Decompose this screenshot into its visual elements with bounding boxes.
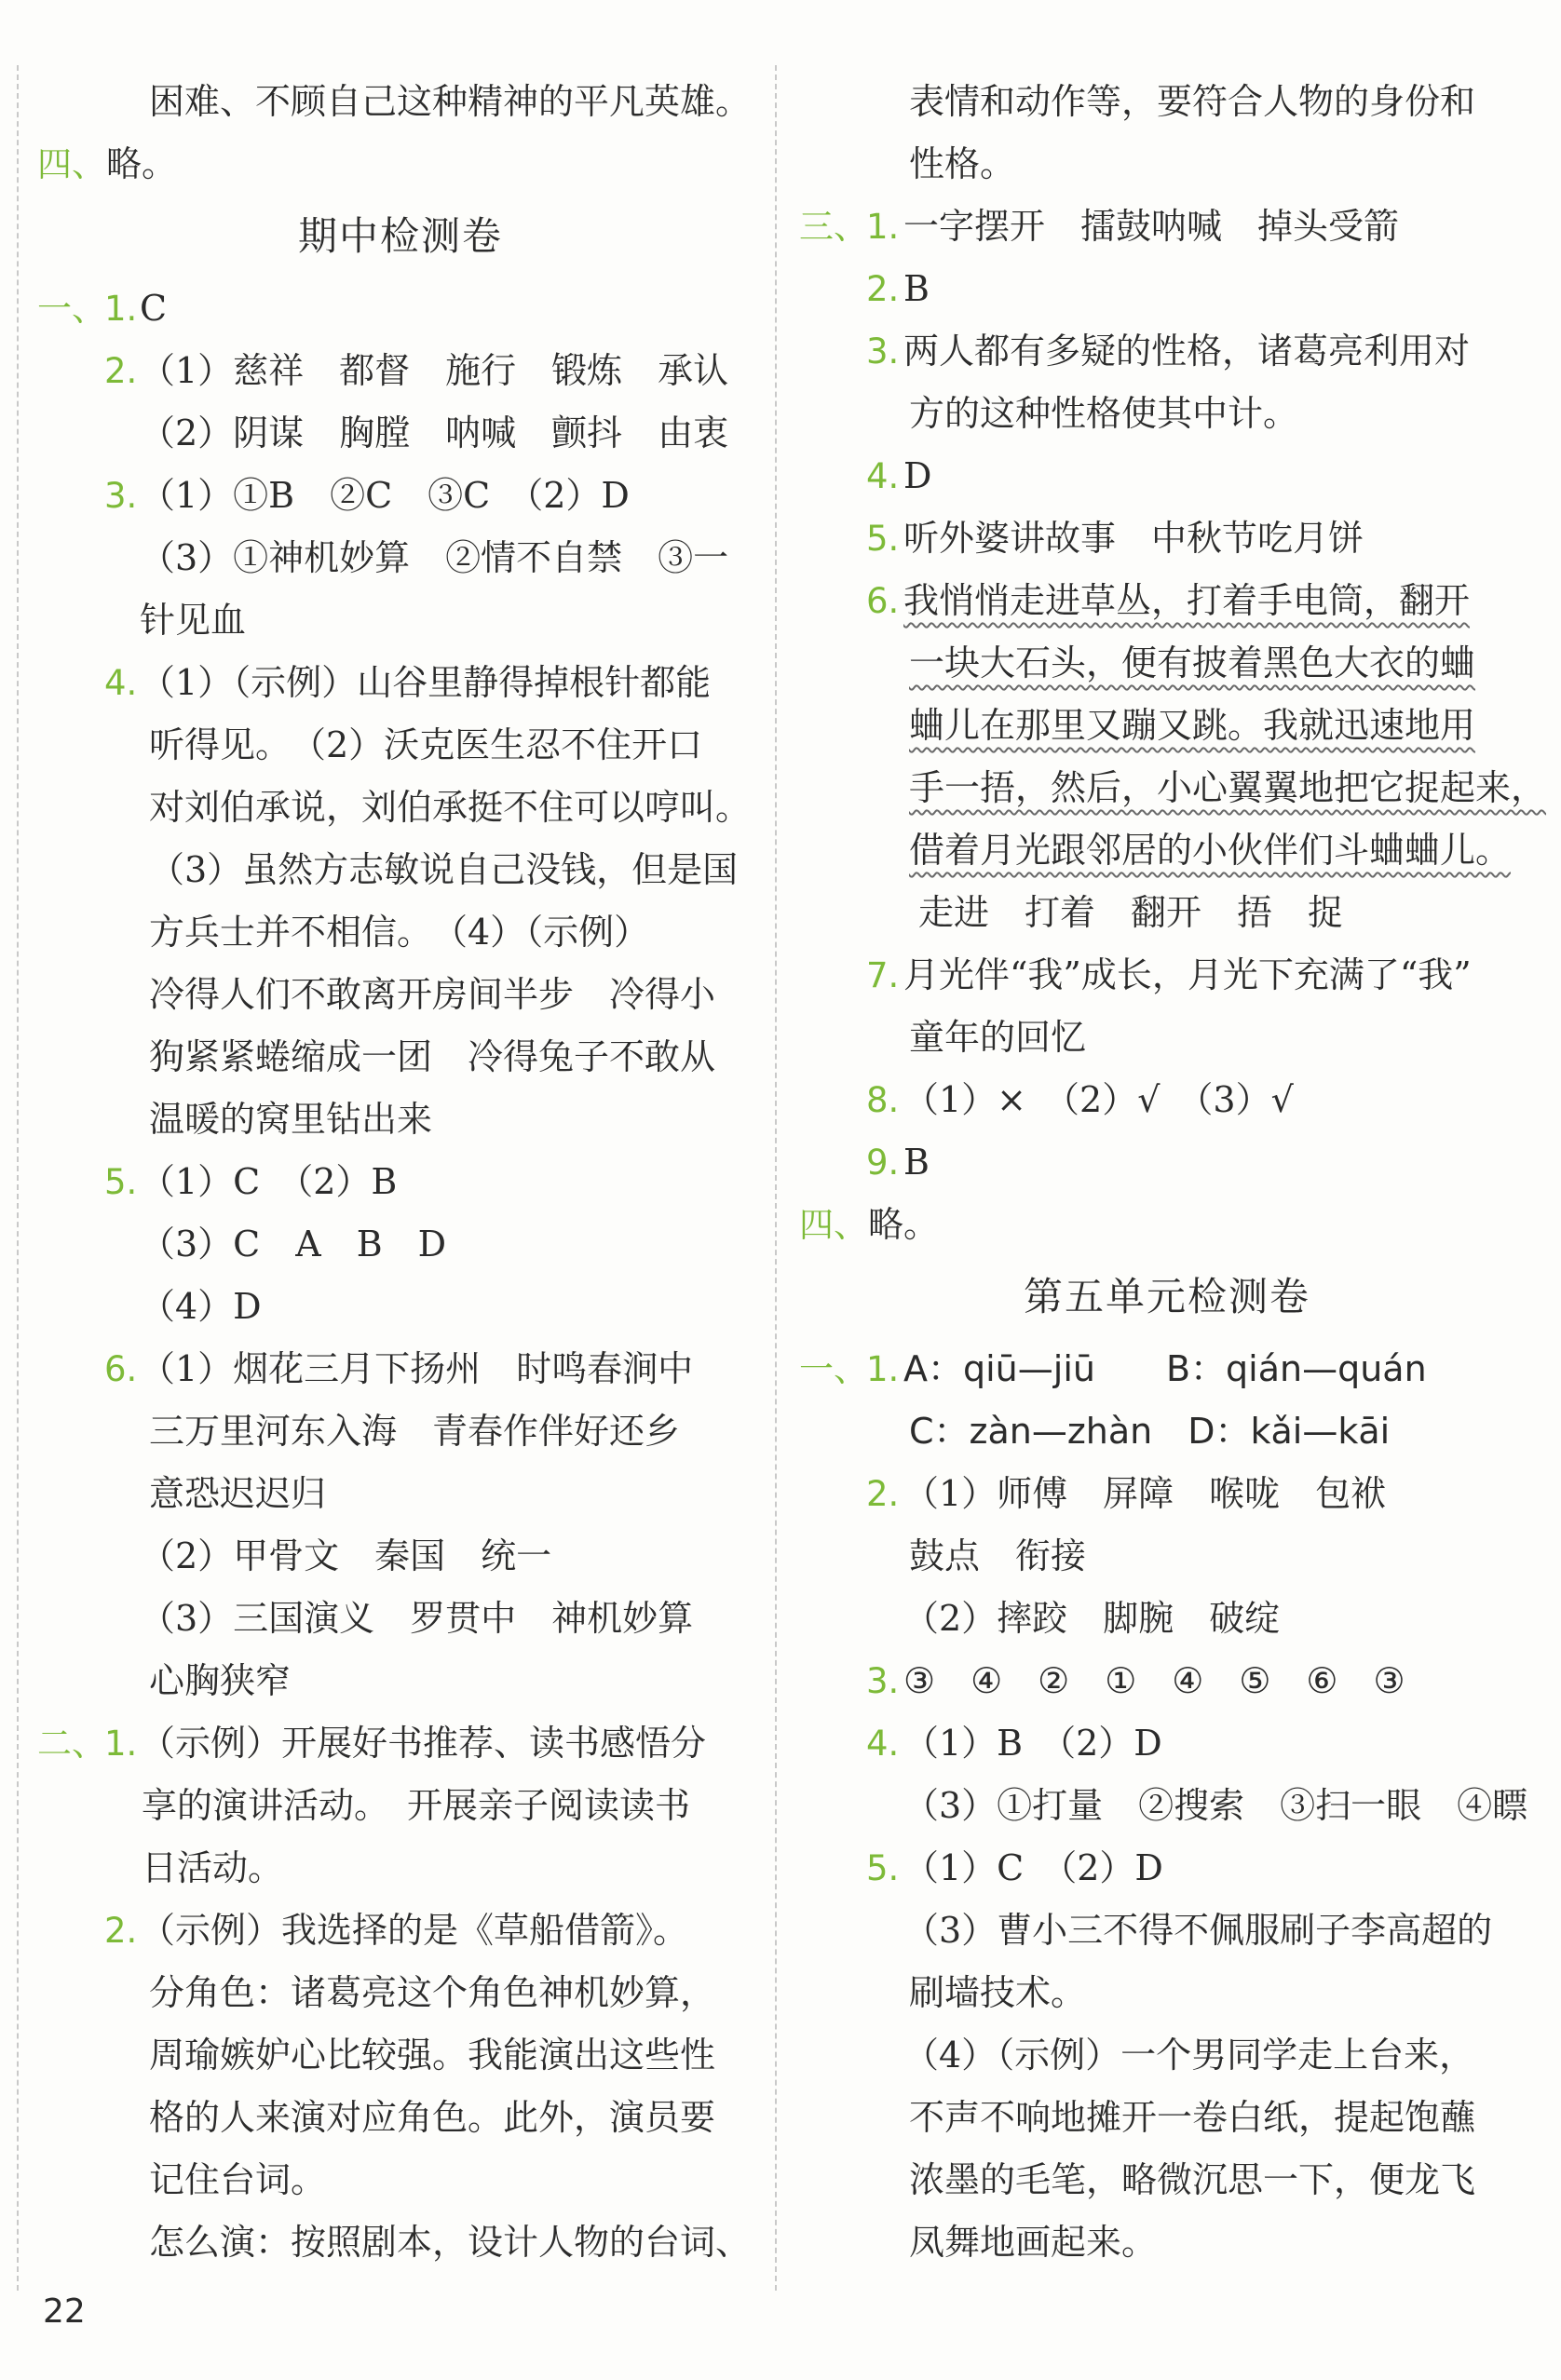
answer-text: 狗紧紧蜷缩成一团 冷得兔子不敢从 [149, 1036, 716, 1077]
column-divider [775, 65, 777, 2291]
answer-text: （3）①打量 ②搜索 ③扫一眼 ④瞟 [903, 1785, 1528, 1826]
question-number: 1. [104, 289, 138, 329]
answer-line [799, 1962, 1535, 2024]
question-number: 6. [866, 581, 900, 621]
answer-line [37, 777, 764, 839]
answer-line [799, 445, 1535, 507]
answer-line [799, 133, 1535, 196]
answer-line [37, 964, 764, 1026]
answer-text: C：zàn—zhàn D：kǎi—kāi [909, 1411, 1391, 1452]
answer-text: （1）C （2）B [140, 1161, 398, 1202]
answer-text: D [903, 455, 932, 496]
section-number: 二、 [37, 1724, 106, 1764]
answer-line [37, 1525, 764, 1588]
answer-text: 享的演讲活动。 开展亲子阅读读书 [142, 1785, 691, 1826]
answer-line [37, 2024, 764, 2087]
answer-text: 凤舞地画起来。 [909, 2222, 1158, 2263]
answer-text: （2）摔跤 脚腕 破绽 [903, 1598, 1281, 1639]
question-number: 8. [866, 1080, 900, 1120]
answer-line [37, 1650, 764, 1712]
answer-text: 温暖的窝里钻出来 [149, 1099, 433, 1140]
answer-text: （3）虽然方志敏说自己没钱，但是国 [149, 849, 739, 890]
answer-line [37, 652, 764, 714]
answer-line [799, 570, 1535, 632]
answer-text: 听得见。 （2）沃克医生忍不住开口 [149, 724, 703, 765]
left-column [37, 71, 764, 2274]
answer-text: （3）三国演义 罗贯中 神机妙算 [140, 1598, 694, 1639]
answer-text: 两人都有多疑的性格，诸葛亮利用对 [903, 331, 1471, 372]
section-number: 四、 [37, 144, 106, 184]
answer-text: （1）烟花三月下扬州 时鸣春涧中 [140, 1348, 694, 1389]
question-number: 1. [104, 1724, 138, 1764]
question-number: 5. [104, 1162, 138, 1202]
answer-line [37, 714, 764, 777]
section-title: 期中检测卷 [297, 213, 503, 259]
answer-line [799, 2024, 1535, 2087]
answer-line [37, 1463, 764, 1525]
answer-text: （2）阴谋 胸膛 呐喊 颤抖 由衷 [140, 412, 729, 453]
answer-line [799, 71, 1535, 133]
answer-text: 略。 [106, 143, 178, 184]
answer-text: C [140, 288, 168, 329]
answer-line [37, 133, 764, 196]
section-number: 四、 [799, 1205, 868, 1245]
answer-text: （示例）开展好书推荐、读书感悟分 [140, 1723, 707, 1764]
binding-margin-rule [17, 65, 19, 2291]
answer-line [799, 2211, 1535, 2274]
answer-line [799, 320, 1535, 383]
answer-text: （1）慈祥 都督 施行 锻炼 承认 [140, 350, 729, 391]
answer-line [37, 1900, 764, 1962]
answer-text: （1）B （2）D [903, 1723, 1162, 1764]
question-number: 4. [866, 1724, 900, 1764]
answer-text: 对刘伯承说，刘伯承挺不住可以哼叫。 [149, 787, 752, 828]
answer-line [799, 196, 1535, 258]
underlined-answer-text: 我悄悄走进草丛，打着手电筒，翻开 [903, 580, 1471, 621]
answer-text: （4）（示例）一个男同学走上台来， [903, 2035, 1475, 2076]
answer-line [799, 2149, 1535, 2211]
question-number: 5. [866, 1848, 900, 1888]
answer-text: （1）× （2）√ （3）√ [903, 1079, 1294, 1120]
answer-text: 心胸狭窄 [149, 1660, 292, 1701]
answer-line [37, 71, 764, 133]
question-number: 4. [104, 663, 138, 703]
answer-text: （1）师傅 屏障 喉咙 包袱 [903, 1473, 1387, 1514]
answer-line [37, 465, 764, 527]
answer-line [37, 1026, 764, 1089]
answer-line [799, 1837, 1535, 1900]
answer-line [799, 1712, 1535, 1775]
answer-text: （1）C （2）D [903, 1847, 1163, 1888]
answer-line [37, 1775, 764, 1837]
answer-line [799, 1525, 1535, 1588]
answer-text: （2）甲骨文 秦国 统一 [140, 1535, 552, 1576]
answer-text: 浓墨的毛笔，略微沉思一下，便龙飞 [909, 2159, 1476, 2200]
answer-text: 冷得人们不敢离开房间半步 冷得小 [149, 974, 716, 1015]
underlined-answer-text: 手一捂，然后，小心翼翼地把它捉起来， [909, 767, 1547, 808]
answer-text: 三万里河东入海 青春作伴好还乡 [149, 1411, 681, 1452]
answer-line [799, 1775, 1535, 1837]
section-number: 一、 [799, 1349, 868, 1389]
answer-line [799, 757, 1547, 819]
section-title: 第五单元检测卷 [1023, 1274, 1310, 1319]
page-number: 22 [43, 2292, 86, 2331]
answer-text: 性格。 [909, 143, 1016, 184]
answer-text: 刷墙技术。 [909, 1972, 1087, 2013]
underlined-answer-text: 借着月光跟邻居的小伙伴们斗蛐蛐儿。 [909, 830, 1512, 871]
answer-text: （3）①神机妙算 ②情不自禁 ③一 [140, 537, 729, 578]
question-number: 9. [866, 1143, 900, 1183]
answer-line [799, 944, 1535, 1007]
answer-line [37, 1962, 764, 2024]
answer-text: 表情和动作等，要符合人物的身份和 [909, 81, 1476, 122]
question-number: 5. [866, 519, 900, 559]
answer-text: 听外婆讲故事 中秋节吃月饼 [903, 518, 1364, 559]
answer-line [799, 1463, 1535, 1525]
answer-text: 走进 打着 翻开 捂 捉 [918, 892, 1344, 933]
answer-text: （示例）我选择的是《草船借箭》。 [140, 1910, 689, 1951]
section-number: 三、 [799, 207, 868, 247]
answer-line [37, 589, 764, 652]
answer-line [799, 1194, 1535, 1256]
answer-line [37, 527, 764, 589]
answer-text: （3）C A B D [140, 1224, 447, 1264]
answer-text: 略。 [868, 1204, 940, 1245]
question-number: 7. [866, 955, 900, 995]
answer-line [799, 1007, 1535, 1069]
answer-text: 方的这种性格使其中计。 [909, 393, 1299, 434]
answer-text: 怎么演：按照剧本，设计人物的台词、 [149, 2222, 752, 2263]
answer-line [37, 277, 764, 340]
answer-line [37, 1837, 764, 1900]
answer-line [799, 882, 1535, 944]
answer-text: 童年的回忆 [909, 1017, 1087, 1058]
answer-text: 日活动。 [142, 1847, 284, 1888]
answer-text: A：qiū—jiū B：qián—quán [903, 1348, 1427, 1389]
answer-text: 鼓点 衔接 [909, 1535, 1087, 1576]
answer-line [799, 507, 1535, 570]
answer-line [799, 1400, 1535, 1463]
answer-line [37, 1213, 764, 1276]
answer-text: 不声不响地摊开一卷白纸，提起饱蘸 [909, 2097, 1476, 2138]
question-number: 2. [104, 1911, 138, 1951]
answer-text: （1）（示例）山谷里静得掉根针都能 [140, 662, 712, 703]
underlined-answer-text: 一块大石头，便有披着黑色大衣的蛐 [909, 642, 1476, 683]
answer-line [37, 1400, 764, 1463]
question-number: 1. [866, 207, 900, 247]
answer-line [37, 340, 764, 402]
answer-text: 一字摆开 擂鼓呐喊 掉头受箭 [903, 206, 1400, 247]
answer-line [799, 1338, 1535, 1400]
question-number: 4. [866, 456, 900, 496]
answer-line [799, 258, 1535, 320]
answer-text: （3）曹小三不得不佩服刷子李高超的 [903, 1910, 1493, 1951]
answer-text: B [903, 268, 930, 309]
answer-line [799, 1588, 1535, 1650]
answer-line [799, 1650, 1535, 1712]
answer-text: 方兵士并不相信。 （4）（示例） [149, 912, 650, 953]
answer-text: 分角色：诸葛亮这个角色神机妙算， [149, 1972, 716, 2013]
question-number: 2. [104, 351, 138, 391]
answer-line [799, 1131, 1535, 1194]
question-number: 6. [104, 1349, 138, 1389]
answer-text: B [903, 1142, 930, 1183]
answer-line [37, 839, 764, 901]
answer-line [799, 383, 1535, 445]
answer-line [37, 1588, 764, 1650]
answer-line [799, 2087, 1535, 2149]
answer-text: 周瑜嫉妒心比较强。我能演出这些性 [149, 2035, 716, 2076]
section-number: 一、 [37, 289, 106, 329]
right-column [799, 71, 1547, 2274]
answer-text: 格的人来演对应角色。此外，演员要 [149, 2097, 716, 2138]
answer-text: 针见血 [140, 600, 247, 641]
answer-line [37, 2211, 764, 2274]
question-number: 3. [104, 476, 138, 516]
question-number: 1. [866, 1349, 900, 1389]
question-number: 2. [866, 269, 900, 309]
answer-text: 月光伴“我”成长，月光下充满了“我” [903, 954, 1472, 995]
answer-line [37, 901, 764, 964]
answer-text: 意恐迟迟归 [149, 1473, 327, 1514]
answer-text: （4）D [140, 1286, 262, 1327]
answer-line [37, 402, 764, 465]
answer-text: ③ ④ ② ① ④ ⑤ ⑥ ③ [903, 1660, 1405, 1701]
answer-line [799, 632, 1535, 695]
answer-line [37, 2149, 764, 2211]
answer-line [799, 1900, 1535, 1962]
question-number: 3. [866, 1661, 900, 1701]
answer-line [37, 2087, 764, 2149]
answer-text: 记住台词。 [149, 2159, 327, 2200]
answer-text: 困难、不顾自己这种精神的平凡英雄。 [149, 81, 752, 122]
answer-line [799, 695, 1535, 757]
answer-line [37, 1338, 764, 1400]
question-number: 2. [866, 1474, 900, 1514]
answer-line [799, 819, 1535, 882]
question-number: 3. [866, 331, 900, 372]
answer-line [37, 1151, 764, 1213]
answer-line [799, 1069, 1535, 1131]
answer-text: （1）①B ②C ③C （2）D [140, 475, 630, 516]
answer-line [37, 1712, 764, 1775]
answer-line [37, 1089, 764, 1151]
answer-line [37, 1276, 764, 1338]
underlined-answer-text: 蛐儿在那里又蹦又跳。我就迅速地用 [909, 705, 1476, 746]
